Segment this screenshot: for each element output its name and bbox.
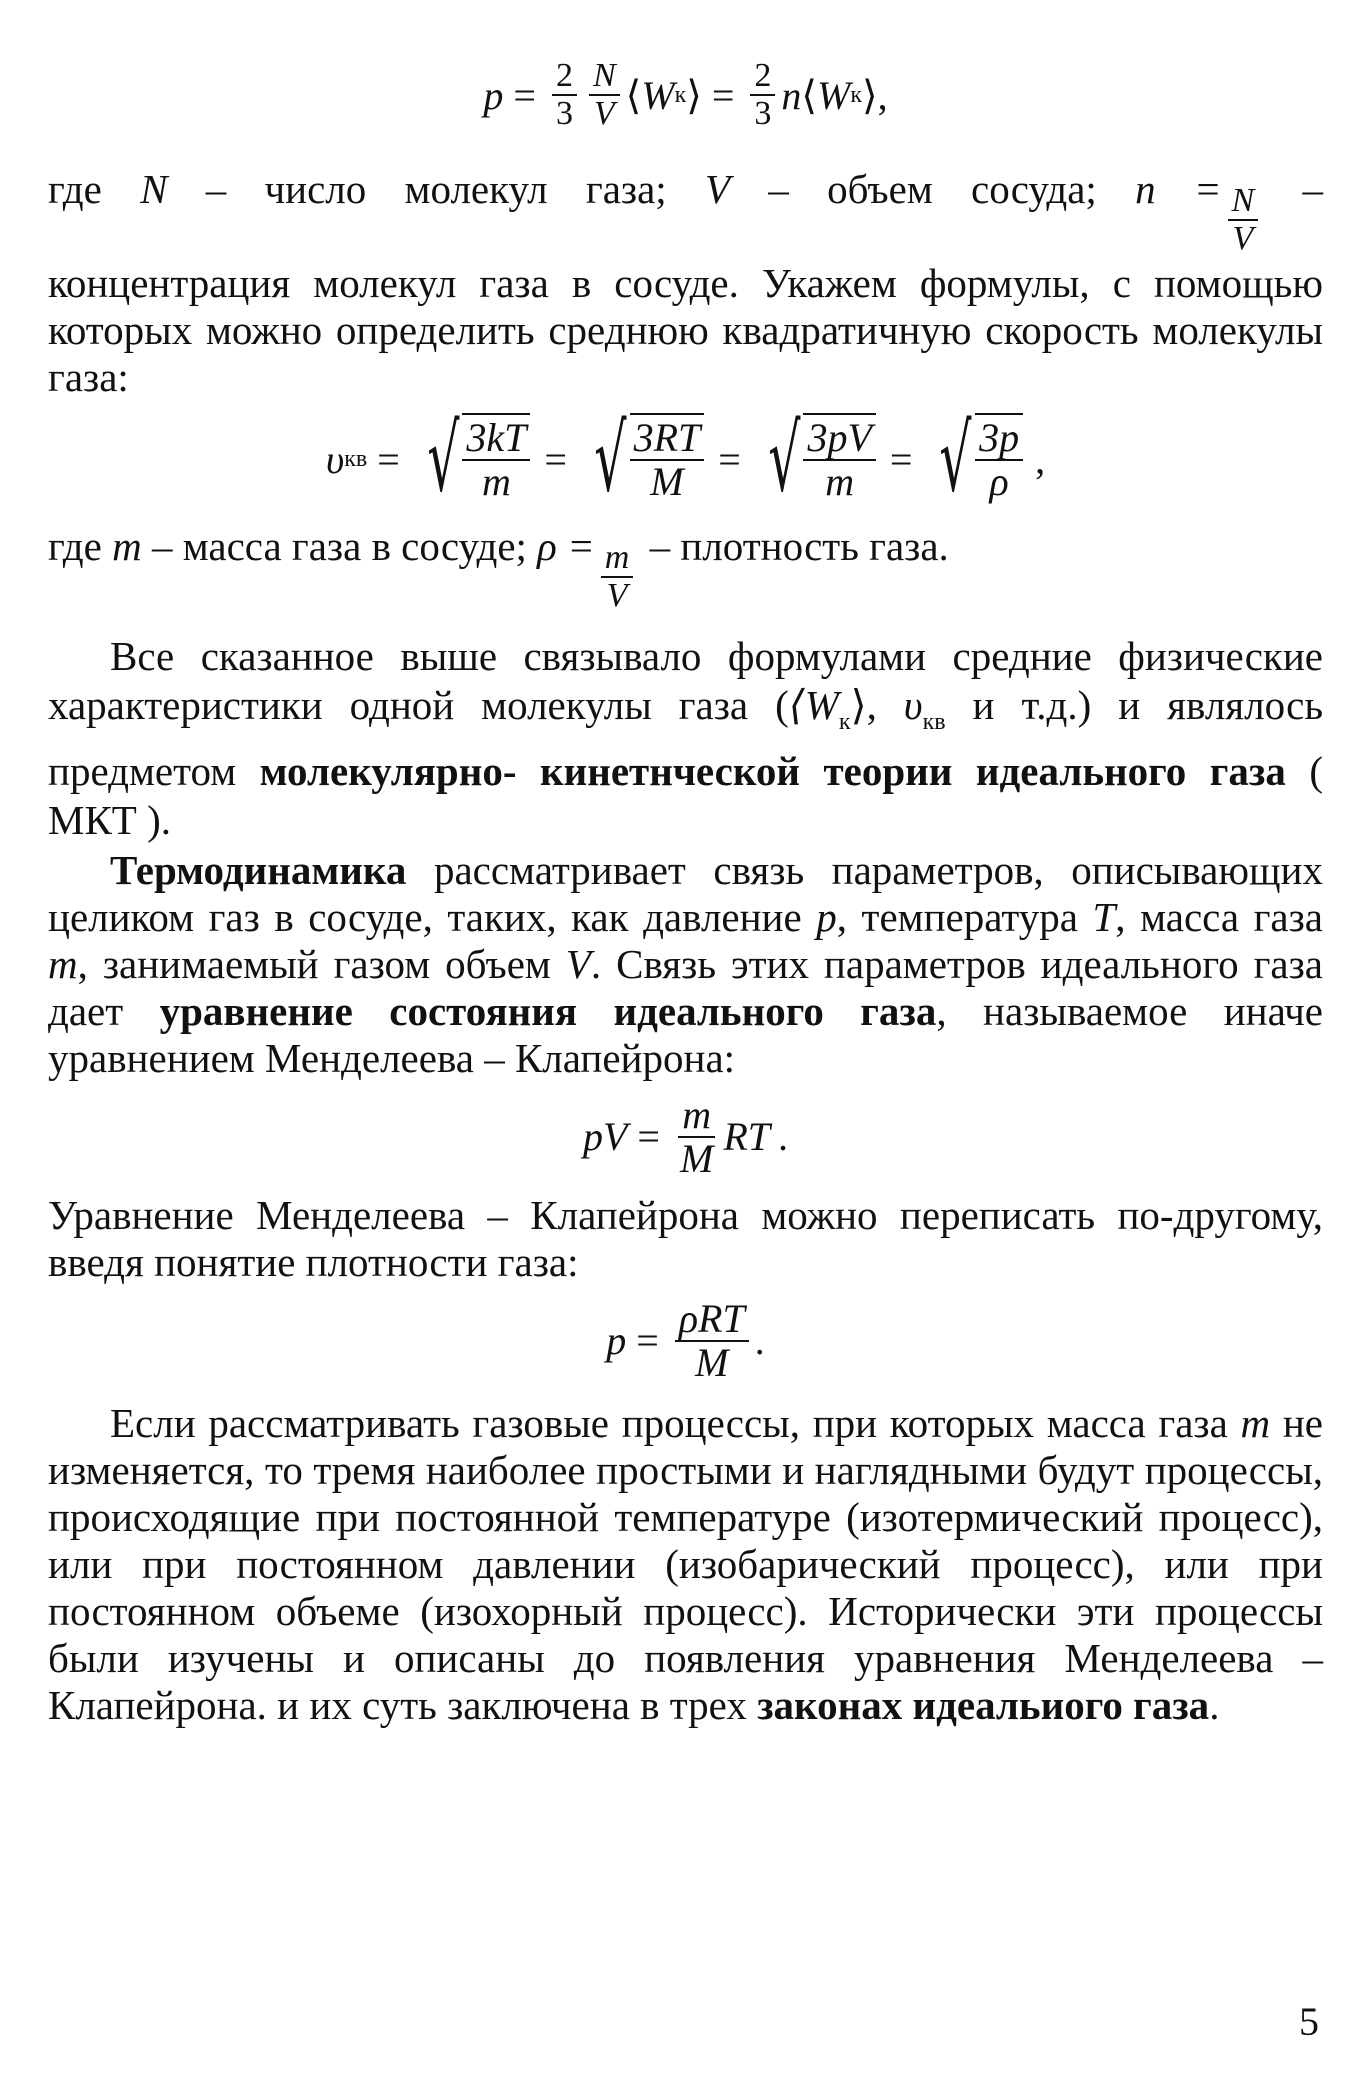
sqrt-3RT-over-M <box>581 405 704 513</box>
equals-sign: = <box>544 436 567 482</box>
sqrt-3p-over-rho <box>926 405 1023 513</box>
symbol-m: m <box>1240 1399 1271 1446</box>
equals-sign: = <box>637 1114 660 1160</box>
formula-rhs: RT <box>723 1114 770 1160</box>
text: – масса газа в сосуде; <box>141 523 538 570</box>
fraction-denominator: m <box>825 459 855 505</box>
fraction-m-over-v <box>601 540 634 613</box>
paragraph-thermodynamics <box>48 847 1323 1082</box>
equals-sign: = <box>636 1318 659 1364</box>
symbol-p: p <box>816 893 837 940</box>
fraction-numerator: 2 <box>750 58 775 96</box>
subscript-k: к <box>838 708 851 735</box>
symbol-rho: ρ = <box>537 523 595 570</box>
formula-lhs: p <box>606 1318 627 1364</box>
text: , называемое иначе уравнением Менделеева – Клапейрона: <box>48 987 1323 1081</box>
formula-mendeleev-clapeyron <box>48 1082 1323 1192</box>
equals-sign: = <box>513 72 536 118</box>
symbol-m: m <box>112 523 142 570</box>
text: ( МКТ ). <box>48 747 1323 843</box>
subscript-kv: кв <box>922 708 946 735</box>
fraction-denominator: V <box>1232 219 1254 257</box>
paragraph-gas-processes <box>48 1400 1323 1729</box>
text: , температура <box>836 893 1093 940</box>
symbol-V: V <box>565 940 591 987</box>
angle-bracket-left: ⟨ <box>801 72 818 118</box>
subscript-kv: кв <box>344 445 368 472</box>
fraction-denominator: V <box>593 95 615 132</box>
radical-icon: √ <box>594 405 627 513</box>
text: рассматривает связь параметров, описывающих целиком газ в сосуде, таких, как давление <box>48 846 1323 940</box>
text: не изменяется, то тремя наиболее простыми и наглядными будут процессы, происходящие при постоянной температуре (изотермический процесс), или при постоянном давлении (изобарический процесс), или при постоянном объеме (изохорный процесс). Исторически эти процессы были изучены и описаны до появления уравнения Менделеева – Клапейрона. и их суть заключена в трех <box>48 1399 1323 1728</box>
subscript-k: к <box>850 81 863 108</box>
text: , <box>866 681 904 728</box>
text: где <box>48 166 102 212</box>
kinetic-energy-symbol: W <box>641 72 675 118</box>
fraction-denominator: M <box>650 459 684 505</box>
fraction-n-over-v <box>589 58 620 131</box>
text: Все сказанное выше связывало формулами средние физические характеристики одной молекулы газа ( <box>48 632 1323 728</box>
fraction-denominator: 3 <box>754 95 772 132</box>
text: концентрация молекул газа в сосуде. Укажем формулы, с помощью которых можно определить среднюю квадратичную скорость молекулы газа: <box>48 260 1323 401</box>
text: , занимаемый газом объем <box>77 940 566 987</box>
paragraph-density <box>48 523 1323 613</box>
fraction-two-thirds <box>750 58 775 131</box>
text: Уравнение Менделеева – Клапейрона можно переписать по-другому, введя понятие плотности газа: <box>48 1191 1323 1285</box>
paragraph-concentration-cont <box>48 260 1323 401</box>
fraction-numerator: N <box>1228 183 1259 221</box>
velocity-symbol: υ <box>325 436 345 482</box>
bold-term-mkt: молекулярно- кинетнческой теории идеального газа <box>259 747 1286 794</box>
sqrt-3pV-over-m <box>755 405 876 513</box>
fraction-rhoRT-over-M <box>675 1295 749 1385</box>
fraction-numerator: 3kT <box>462 417 530 461</box>
fraction-numerator: ρRT <box>675 1298 749 1342</box>
equals-sign: = <box>377 436 400 482</box>
bold-term-thermodynamics: Термодинамика <box>110 846 407 893</box>
fraction-n-over-v <box>1228 183 1259 256</box>
symbol-Wk: ⟨W <box>788 681 839 728</box>
angle-bracket-right: ⟩ <box>862 72 878 118</box>
velocity-symbol: υ <box>903 681 923 728</box>
fraction-two-thirds <box>552 58 577 131</box>
fraction-numerator: m <box>678 1094 715 1138</box>
fraction-numerator: 3pV <box>803 417 875 461</box>
equals-sign: = <box>889 436 913 482</box>
kinetic-energy-symbol: W <box>817 72 851 118</box>
sqrt-3kT-over-m <box>414 405 531 513</box>
subscript-k: к <box>674 81 687 108</box>
fraction-denominator: M <box>695 1339 729 1385</box>
text: Если рассматривать газовые процессы, при которых масса газа <box>110 1399 1241 1446</box>
paragraph-mkt <box>48 632 1323 845</box>
concentration-symbol: n <box>781 72 802 118</box>
fraction-numerator: 3RT <box>630 417 705 461</box>
equals-sign: = <box>718 436 741 482</box>
period: . <box>778 1114 788 1160</box>
text: где <box>48 523 113 570</box>
fraction-denominator: M <box>679 1135 714 1181</box>
fraction-denominator: V <box>606 577 628 615</box>
radical-icon: √ <box>939 405 972 513</box>
radical-icon: √ <box>426 405 460 513</box>
page-content <box>48 57 1324 1729</box>
text: – число молекул газа; <box>167 166 705 212</box>
text: , масса газа <box>1115 893 1323 940</box>
text: – <box>1264 166 1323 212</box>
fraction-numerator: 2 <box>552 58 577 96</box>
symbol-V: V <box>704 166 731 212</box>
fraction-denominator: m <box>481 459 511 505</box>
angle-bracket-left: ⟨ <box>625 72 642 118</box>
comma: , <box>877 72 888 118</box>
period: . <box>754 1318 765 1364</box>
fraction-numerator: m <box>601 540 634 578</box>
text: . Связь этих параметров идеального газа дает <box>48 940 1323 1034</box>
formula-lhs: pV <box>582 1114 628 1160</box>
angle-bracket-right: ⟩ <box>850 681 867 728</box>
radical-icon: √ <box>768 405 801 513</box>
angle-bracket-right: ⟩ <box>686 72 702 118</box>
formula-density-form <box>48 1286 1323 1396</box>
symbol-N: N <box>140 166 168 212</box>
comma: , <box>1035 436 1046 482</box>
formula-rms-velocity <box>48 405 1323 513</box>
symbol-n: n = <box>1135 166 1222 212</box>
text: . <box>1209 1681 1220 1728</box>
bold-term-equation-of-state: уравнение состояния идеального газа <box>159 987 937 1034</box>
fraction-denominator: ρ <box>989 459 1009 505</box>
symbol-T: T <box>1092 893 1116 940</box>
formula-pressure-lhs: p <box>483 72 504 118</box>
fraction-denominator: 3 <box>555 95 573 132</box>
page-number: 5 <box>1299 1999 1319 2044</box>
equals-sign: = <box>711 72 735 118</box>
paragraph-rewrite <box>48 1192 1323 1286</box>
fraction-numerator: N <box>589 58 620 96</box>
fraction-numerator: 3p <box>975 417 1023 461</box>
symbol-m: m <box>48 940 78 987</box>
text: – объем сосуда; <box>730 166 1136 212</box>
text: – плотность газа. <box>639 523 949 570</box>
paragraph-concentration <box>48 166 1323 256</box>
formula-pressure <box>48 57 1323 132</box>
bold-term-gas-laws: законах идеальиого газа <box>757 1681 1210 1728</box>
text: и т.д.) и являлось предметом <box>48 681 1324 794</box>
fraction-m-over-M <box>676 1091 717 1181</box>
